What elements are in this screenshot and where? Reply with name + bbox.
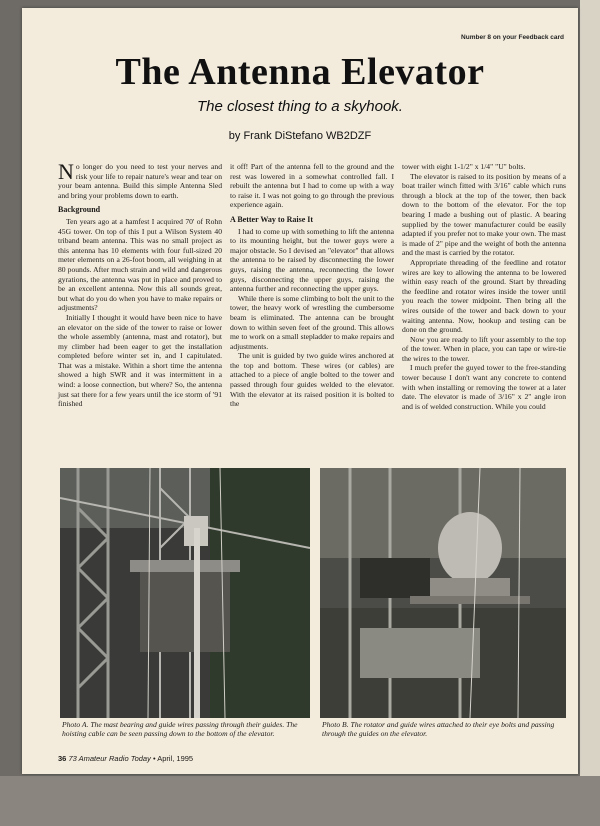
adjacent-page-edge — [580, 0, 600, 826]
text-column-1 — [58, 159, 222, 409]
paragraph: Initially I thought it would have been nice to have an elevator on the side of the tower to raise or lower the whole assembly (antenna, mast and rotator), but my climber had been eager to get the installation completed before winter set in, and I capitulated. That was a mistake. Within a short time the antenna showed a high SWR and it was intermittent in a wind: a loose connection, but where? So, the antenna just sat there for a few years until the ice storm of '91 finished — [58, 312, 222, 409]
intro-text: o longer do you need to test your nerves and risk your life to repair nature's wear and tear on your beam antenna. Build this simple Antenna Sled and bring your problems down to earth. — [58, 162, 222, 200]
feedback-note: Number 8 on your Feedback card — [461, 34, 564, 41]
magazine-page — [22, 8, 578, 774]
paragraph: tower with eight 1-1/2" x 1/4" "U" bolts. — [402, 162, 526, 171]
drop-cap: N — [58, 159, 74, 184]
photo-b-image — [320, 468, 566, 718]
paragraph: it off! Part of the antenna fell to the ground and the rest was lowered in a somewhat controlled fall. I rebuilt the antenna but I had to come up with a way to raise it. I was not going to go through the previous experience again. — [230, 162, 394, 210]
heading-better-way: A Better Way to Raise It — [230, 214, 314, 224]
magazine-name: 73 Amateur Radio Today — [68, 754, 151, 763]
article-subtitle: The closest thing to a skyhook. — [197, 98, 403, 115]
page-number: 36 — [58, 754, 67, 763]
article-byline: by Frank DiStefano WB2DZF — [228, 130, 372, 142]
intro-paragraph — [58, 159, 222, 200]
scanner-background — [0, 776, 600, 826]
article-title: The Antenna Elevator — [115, 51, 485, 93]
heading-background: Background — [58, 205, 101, 215]
paragraph: While there is some climbing to bolt the unit to the tower, the heavy work of wrestling the cumbersome beam is eliminated. The antenna can be brought down to within seven feet of the ground. This allows me to work on a small stepladder to make repairs and adjustments. — [230, 293, 394, 351]
paragraph: Ten years ago at a hamfest I acquired 70' of Rohn 45G tower. On top of this I put a Wilson System 40 triband beam antenna. This was no small project as this antenna has 10 elements with four full-sized 20 meter elements on a 26-foot boom, all weighing in at 80 pounds. After much strain and wild and dangerous gyrations, the antenna was put in place and proved to be an excellent antenna. Now this all sounds great, but what do you do when you have to make repairs or adjustments? — [58, 216, 222, 313]
text-column-2 — [230, 162, 394, 409]
paragraph: The elevator is raised to its position by means of a boat trailer winch fitted with 3/16" cable which runs through a block at the top of the tower, then back down to the bottom of the elevator. For the top bearing I made a bushing out of plastic. A bearing supplied by the tower manufacturer could be easily adapted if you prefer not to make your own. The mast is made of 2" pipe and the weight of both the antenna and the mast is carried by the rotator. — [402, 171, 566, 258]
photo-a — [60, 468, 310, 718]
text-column-3 — [402, 162, 566, 411]
photo-b — [320, 468, 566, 718]
photo-b-caption: Photo B. The rotator and guide wires attached to their eye bolts and passing through the guides on the elevator. — [322, 720, 555, 739]
paragraph: I had to come up with something to lift the antenna to its mounting height, but the tower guys were a major obstacle. So I devised an "elevator" that allows the antenna to be raised by disconnecting the lower guys, raising the antenna, reconnecting the lower guys, disconnecting the upper guys, raising the antenna further and reconnecting the upper guys. — [230, 226, 394, 294]
page-footer — [58, 754, 193, 763]
photo-a-caption: Photo A. The mast bearing and guide wires passing through their guides. The hoisting cable can be seen passing down to the bottom of the elevator. — [62, 720, 298, 739]
paragraph: Appropriate threading of the feedline and rotator wires are key to allowing the antenna to be lowered within easy reach of the ground. Start by threading the feedline and rotator wires inside the tower until you reach the tower midpoint. Then bring all the wires outside of the tower and back down to your waiting antenna. Now, hookup and testing can be done on the ground. — [402, 257, 566, 335]
photo-a-image — [60, 468, 310, 718]
footer-separator: • — [152, 754, 158, 763]
issue-date: April, 1995 — [157, 754, 194, 763]
paragraph: I much prefer the guyed tower to the free-standing tower because I don't want any concrete to contend with when installing or removing the tower at a later date. The elevator is made of 3/16" x 2" angle iron and is of welded construction. While you could — [402, 363, 566, 411]
paragraph: The unit is guided by two guide wires anchored at the top and bottom. These wires (or cables) are attached to a piece of angle bolted to the tower and passed through four guides welded to the elevator. With the elevator at its raised position it is bolted to the — [230, 351, 394, 409]
paragraph: Now you are ready to lift your assembly to the top of the tower. When in place, you can tape or wire-tie the wires to the tower. — [402, 334, 566, 363]
